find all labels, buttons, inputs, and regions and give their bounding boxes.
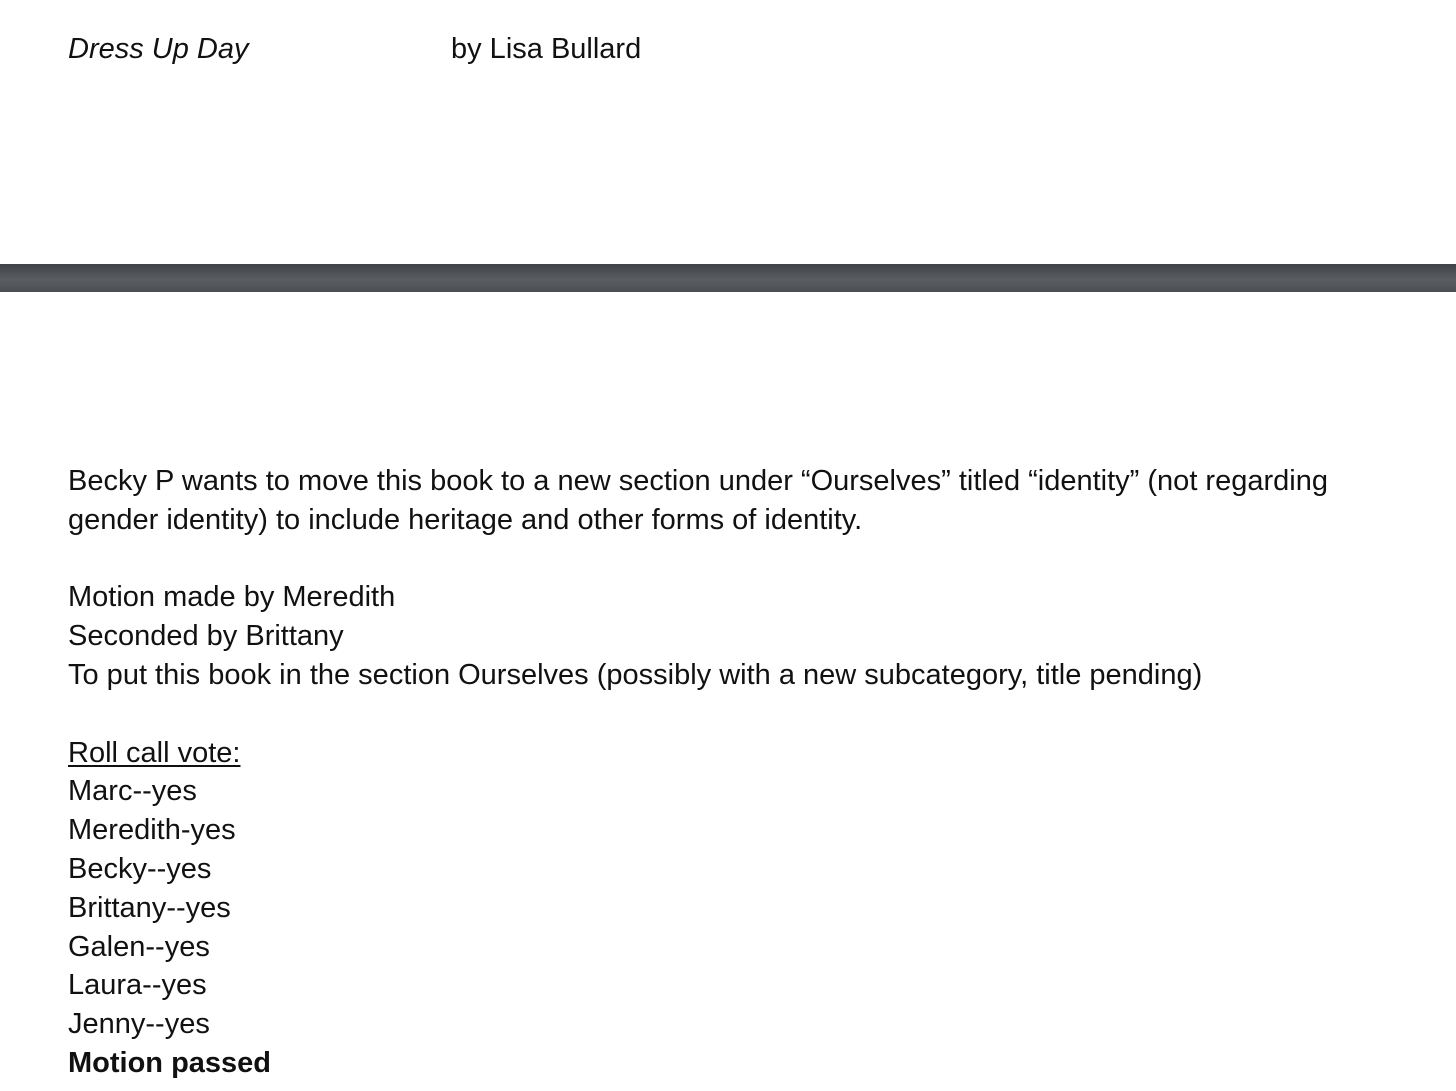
roll-call-heading: Roll call vote:: [68, 736, 241, 769]
vote-line: Marc--yes: [68, 775, 197, 808]
motion-text-line: To put this book in the section Ourselves (possibly with a new subcategory, title pending): [68, 658, 1203, 691]
book-author: by Lisa Bullard: [451, 33, 642, 65]
vote-line: Meredith-yes: [68, 814, 236, 847]
vote-line: Brittany--yes: [68, 891, 231, 924]
book-title: Dress Up Day: [68, 33, 249, 65]
vote-line: Becky--yes: [68, 852, 212, 885]
paragraph-spacer: [68, 540, 1368, 579]
vote-line: Galen--yes: [68, 930, 210, 963]
motion-result: Motion passed: [68, 1046, 272, 1079]
motion-made-line: Motion made by Meredith: [68, 581, 396, 614]
vote-line: Jenny--yes: [68, 1008, 210, 1041]
page-break-divider: [0, 264, 1456, 292]
document-page-bottom: [0, 292, 1456, 1091]
proposal-paragraph: Becky P wants to move this book to a new section under “Ourselves” titled “identity” (not regarding gender identity) to include heritage and other forms of identity.: [68, 465, 1328, 536]
book-entry: [68, 30, 642, 68]
document-page-top: [0, 0, 1456, 264]
paragraph-spacer: [68, 695, 1368, 734]
meeting-minutes: [68, 462, 1368, 1083]
vote-line: Laura--yes: [68, 969, 207, 1002]
seconded-line: Seconded by Brittany: [68, 620, 344, 653]
